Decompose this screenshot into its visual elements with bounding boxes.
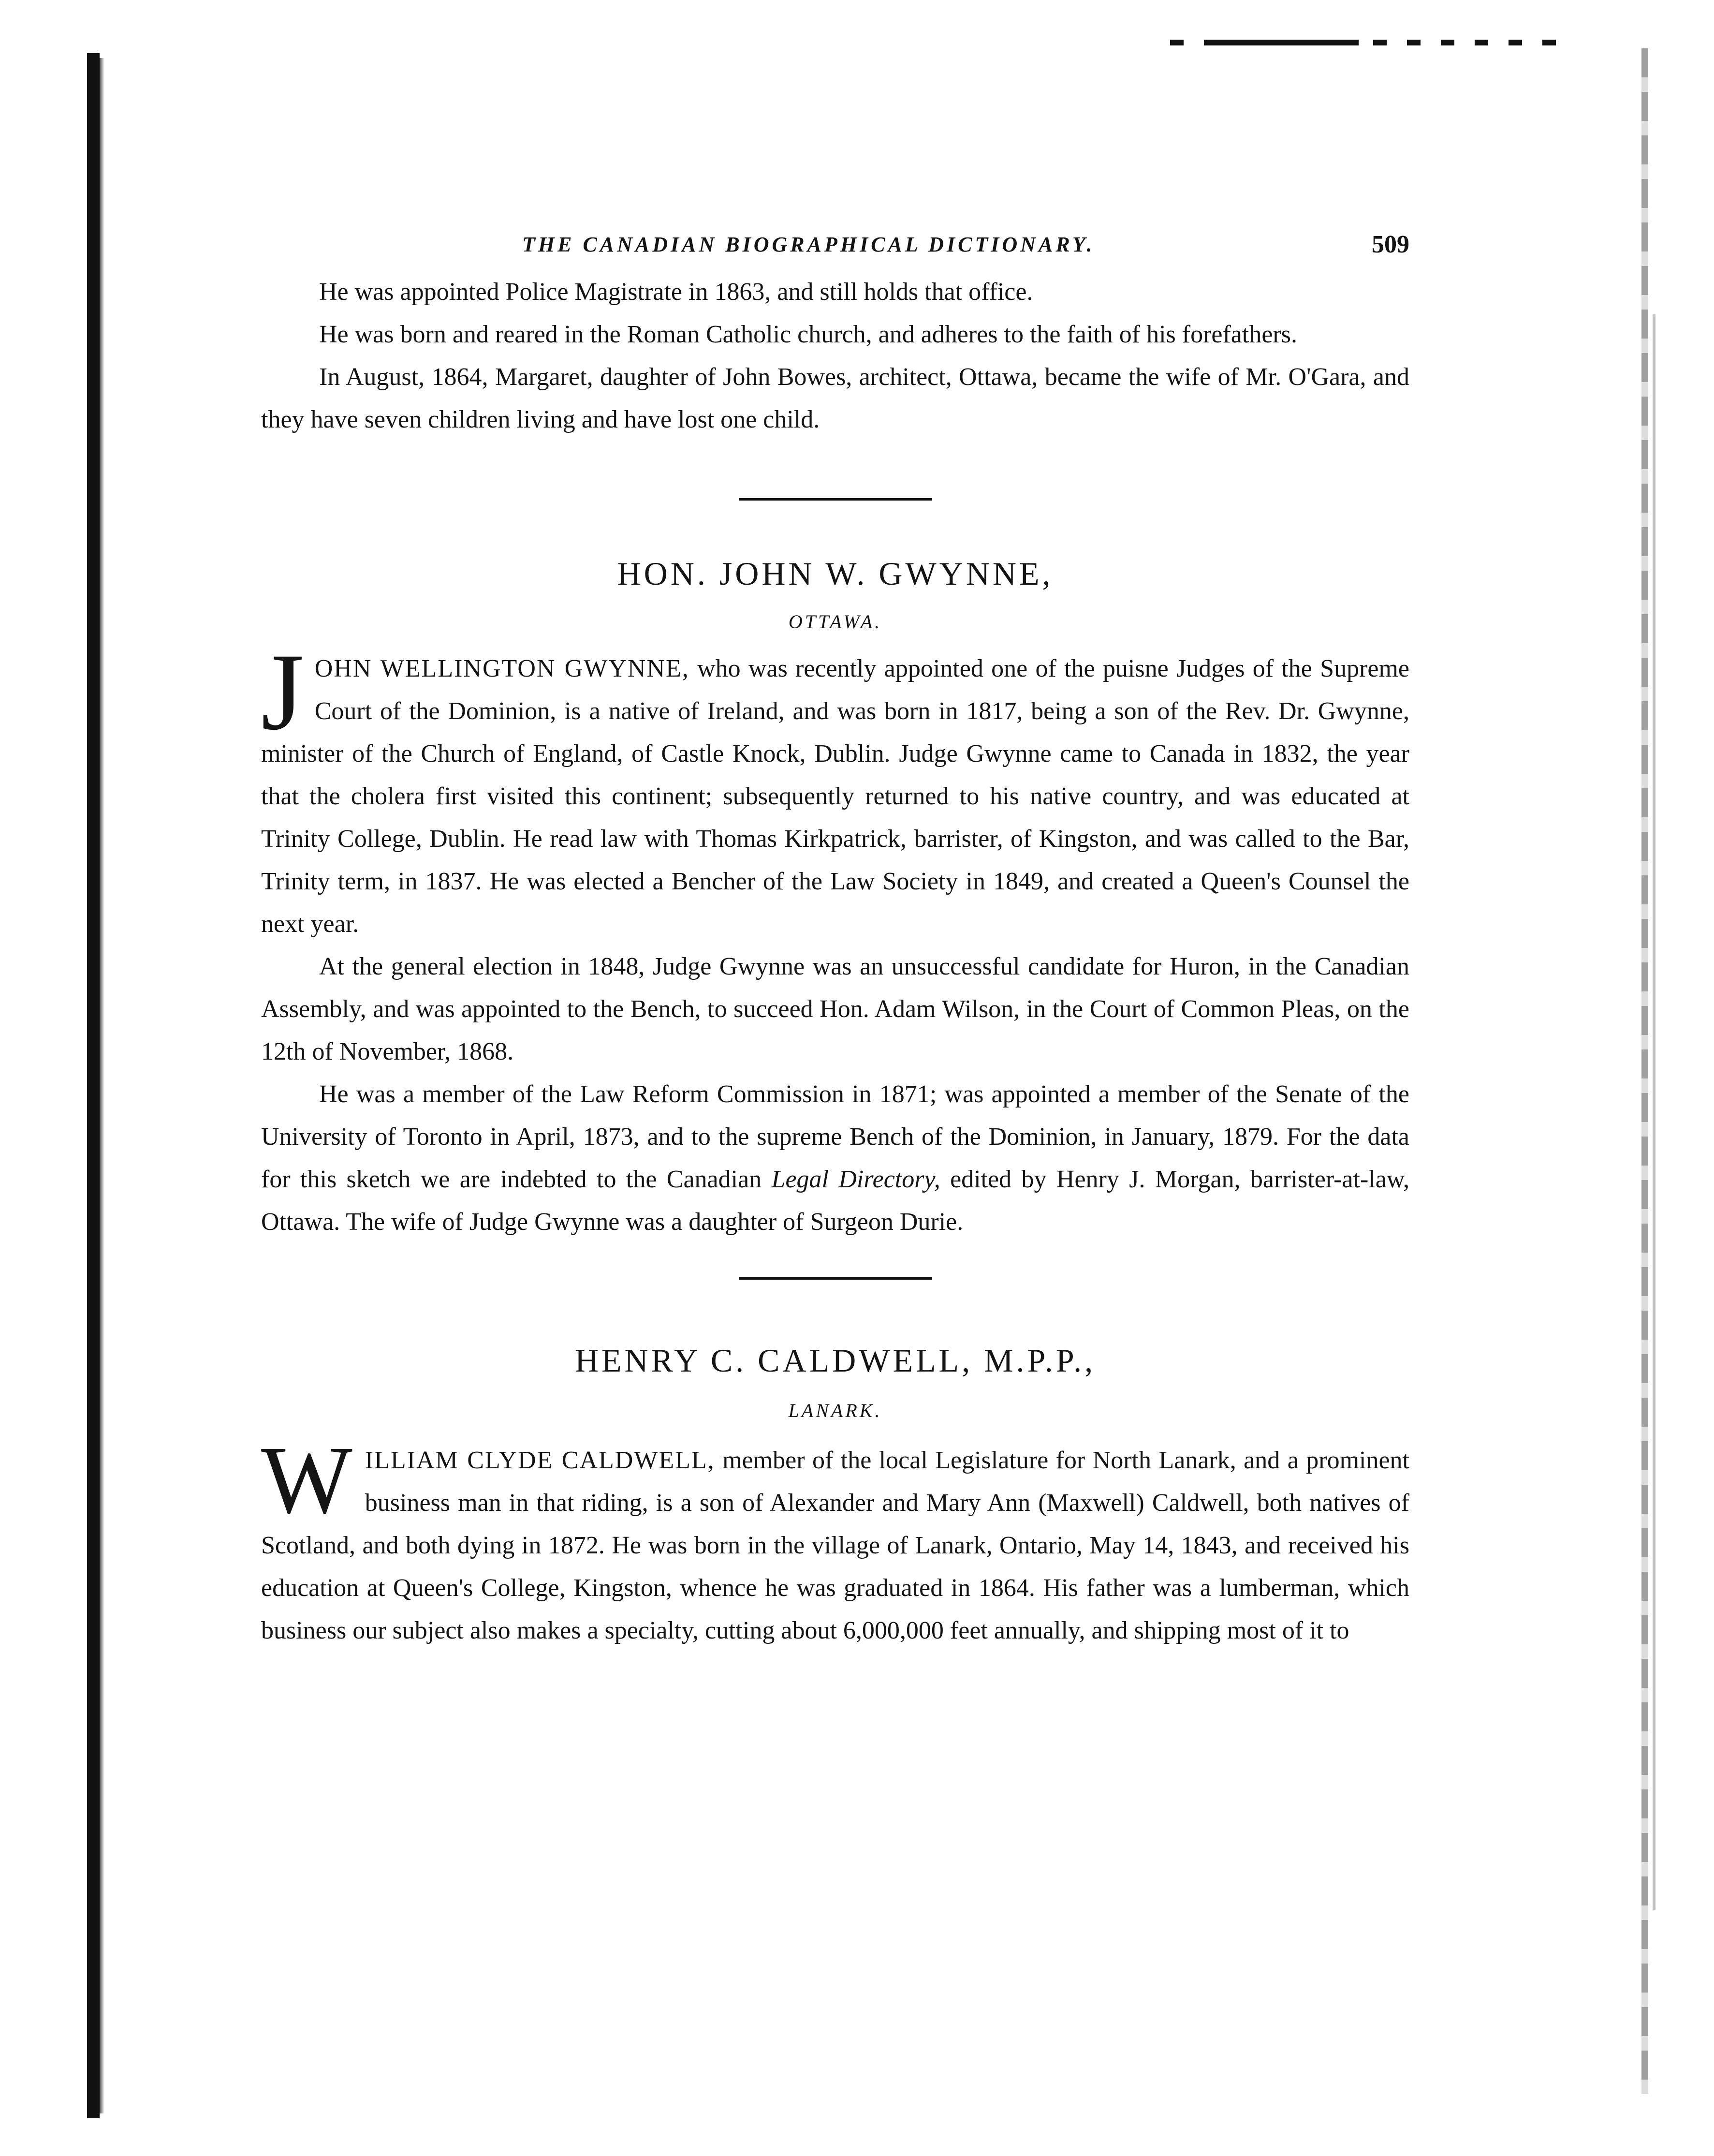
gwynne-paragraph-1 [261,631,1410,945]
page-edge-right [1641,48,1648,2094]
entry-caldwell [261,1427,1409,1652]
gwynne-paragraph-3-italic: Legal Directory, [771,1166,940,1193]
gwynne-paragraph-3 [261,1073,1409,1243]
drop-cap-caldwell: W [261,1427,352,1534]
intro-paragraph-3: In August, 1864, Margaret, daughter of John Bowes, architect, Ottawa, became the wife of Mr. O'Gara, and they have seven children living and have lost one child. [261,363,1409,433]
intro-paragraph-2: He was born and reared in the Roman Catholic church, and adheres to the faith of his forefathers. [319,321,1297,348]
binding-shadow [87,53,100,2118]
gwynne-lead-name: OHN WELLINGTON GWYNNE, [314,655,689,682]
entry-heading-gwynne: HON. JOHN W. GWYNNE, [617,555,1054,592]
caldwell-paragraph-1 [261,1427,1409,1652]
gwynne-paragraph-3-text-b: edited by Henry J. Morgan, barrister-at-law, Ottawa. The wife of Judge Gwynne was a daughter of Surgeon Durie. [261,1166,1409,1236]
page-number: 509 [1372,231,1409,258]
top-edge-mark-bar [1214,40,1359,45]
running-title: THE CANADIAN BIOGRAPHICAL DICTIONARY. [522,233,1095,256]
entry-heading-caldwell: HENRY C. CALDWELL, M.P.P., [574,1342,1096,1379]
entry-place-caldwell: LANARK. [788,1400,882,1421]
entry-gwynne [261,631,1410,1243]
caldwell-lead-name: ILLIAM CLYDE CALDWELL, [365,1447,715,1474]
caldwell-paragraph-1-text: member of the local Legislature for North Lanark, and a prominent business man in that riding, is a son of Alexander and Mary Ann (Maxwell) Caldwell, both natives of Scotland, and both dying in 1872. He was born in the village of Lanark, Ontario, May 14, 1843, and received his education at Queen's College, Kingston, whence he was graduated in 1864. His father was a lumberman, which business our subject also makes a specialty, cutting about 6,000,000 feet annually, and shipping most of it to [261,1447,1409,1644]
entry-place-gwynne: OTTAWA. [788,611,882,633]
intro-paragraph-1: He was appointed Police Magistrate in 1863, and still holds that office. [319,278,1033,306]
page-body [261,232,1409,1652]
running-head [261,232,1409,271]
gwynne-paragraph-2: At the general election in 1848, Judge Gwynne was an unsuccessful candidate for Huron, in the Canadian Assembly, and was appointed to the Bench, to succeed Hon. Adam Wilson, in the Court of Common Pleas, on the 12th of November, 1868. [261,953,1409,1065]
binding-shadow-fade [100,58,104,2113]
drop-cap-gwynne: J [261,631,304,753]
page-edge-right-inner [1653,314,1655,1910]
gwynne-paragraph-3-text-a: He was a member of the Law Reform Commission in 1871; was appointed a member of the Senate of the University of Toronto in April, 1873, and to the supreme Bench of the Dominion, in January, 1879. For the data for this sketch we are indebted to the Canadian [261,1080,1409,1193]
gwynne-paragraph-1-text: who was recently appointed one of the puisne Judges of the Supreme Court of the Dominion, is a native of Ireland, and was born in 1817, being a son of the Rev. Dr. Gwynne, minister of the Church of England, of Castle Knock, Dublin. Judge Gwynne came to Canada in 1832, the year that the cholera first visited this continent; subsequently returned to his native country, and was educated at Trinity College, Dublin. He read law with Thomas Kirkpatrick, barrister, of Kingston, and was called to the Bar, Trinity term, in 1837. He was elected a Bencher of the Law Society in 1849, and created a Queen's Counsel the next year. [261,655,1410,938]
